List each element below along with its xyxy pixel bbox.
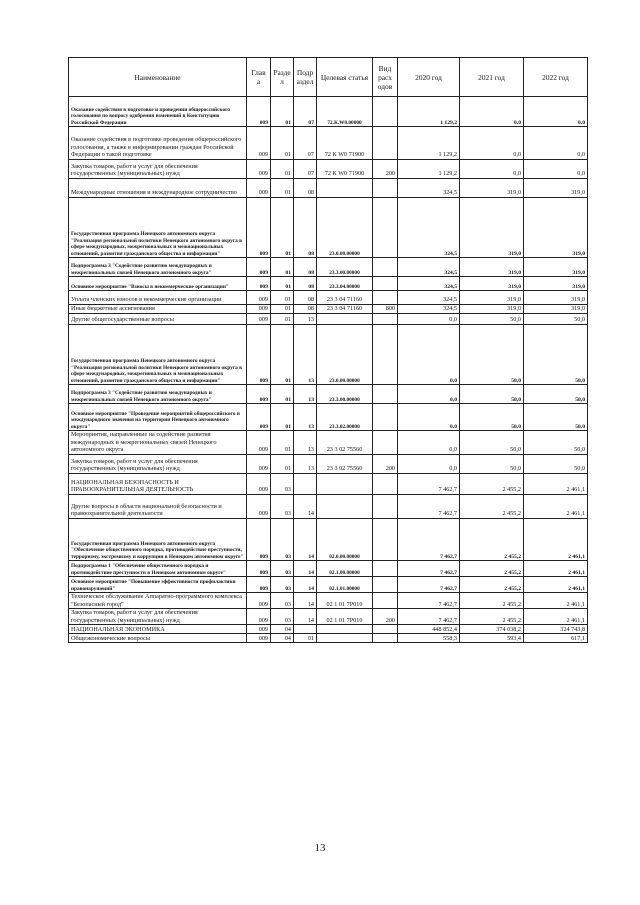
row-target: [317, 625, 373, 634]
row-glava: 009: [247, 431, 271, 455]
row-vid: 200: [373, 160, 398, 179]
row-2022: 2 461,1: [524, 593, 588, 609]
row-podrazdel: 01: [294, 634, 317, 643]
row-podrazdel: 13: [294, 431, 317, 455]
row-name: Общеэкономические вопросы: [69, 634, 247, 643]
row-2021: 374 038,2: [460, 625, 524, 634]
row-vid: [373, 179, 398, 198]
row-2021: 0,0: [460, 97, 524, 127]
row-2022: 50,0: [524, 431, 588, 455]
row-2021: 319,0: [460, 258, 524, 277]
row-target: 23.3.04.00000: [317, 277, 373, 291]
row-podrazdel: 14: [294, 561, 317, 577]
row-vid: [373, 325, 398, 385]
row-name: Закупка товаров, работ и услуг для обеспечения государственных (муниципальных) нужд: [69, 160, 247, 179]
table-row: [69, 495, 588, 519]
header-name: Наименование: [69, 58, 247, 97]
row-2021: 50,0: [460, 455, 524, 474]
row-podrazdel: 08: [294, 258, 317, 277]
row-razdel: 01: [271, 314, 294, 325]
row-glava: 009: [247, 258, 271, 277]
row-vid: 200: [373, 455, 398, 474]
row-2020: 7 462,7: [398, 609, 460, 625]
row-2020: 0,0: [398, 385, 460, 404]
header-2022: 2022 год: [524, 58, 588, 97]
row-target: [317, 314, 373, 325]
row-glava: 009: [247, 455, 271, 474]
row-2022: 50,0: [524, 404, 588, 431]
row-glava: 009: [247, 625, 271, 634]
row-target: 02 1 01 7Р010: [317, 593, 373, 609]
row-razdel: 03: [271, 609, 294, 625]
row-name: Закупка товаров, работ и услуг для обеспечения государственных (муниципальных) нужд: [69, 609, 247, 625]
row-vid: [373, 291, 398, 305]
row-podrazdel: 07: [294, 160, 317, 179]
row-razdel: 01: [271, 127, 294, 160]
header-podrazdel: Подр аздел: [294, 58, 317, 97]
row-vid: [373, 431, 398, 455]
row-podrazdel: 14: [294, 593, 317, 609]
row-2021: 0,0: [460, 160, 524, 179]
row-2022: 319,0: [524, 258, 588, 277]
row-2022: 319,0: [524, 198, 588, 258]
row-2022: 2 461,1: [524, 609, 588, 625]
row-razdel: 03: [271, 577, 294, 593]
row-razdel: 03: [271, 495, 294, 519]
table-row: [69, 609, 588, 625]
table-row: [69, 455, 588, 474]
page-number: 13: [314, 842, 326, 854]
row-vid: [373, 634, 398, 643]
row-podrazdel: 08: [294, 179, 317, 198]
row-glava: 009: [247, 577, 271, 593]
table-row: [69, 625, 588, 634]
row-name: Подпрограмма 3 "Содействие развитию международных и межрегиональных связей Ненецкого автономного округа": [69, 258, 247, 277]
row-razdel: 01: [271, 291, 294, 305]
row-vid: [373, 385, 398, 404]
row-2022: 617,1: [524, 634, 588, 643]
row-glava: 009: [247, 325, 271, 385]
table-row: [69, 258, 588, 277]
row-razdel: 01: [271, 97, 294, 127]
table-row: [69, 179, 588, 198]
row-2020: 324,5: [398, 198, 460, 258]
row-vid: 800: [373, 305, 398, 314]
row-2020: 324,5: [398, 258, 460, 277]
header-target: Целевая статья: [317, 58, 373, 97]
row-razdel: 01: [271, 455, 294, 474]
row-2022: 50,0: [524, 385, 588, 404]
row-vid: [373, 198, 398, 258]
row-target: 23.3.00.00000: [317, 258, 373, 277]
table-row: [69, 314, 588, 325]
row-podrazdel: [294, 474, 317, 495]
row-2022: 2 461,1: [524, 561, 588, 577]
table-row: [69, 561, 588, 577]
row-glava: 009: [247, 160, 271, 179]
row-target: 23 3 04 71160: [317, 305, 373, 314]
row-name: Государственная программа Ненецкого автономного округа "Реализация региональной политики Ненецкого автономного округа в сфере международных, межрегиональных и межнациональных отношений, развития гражданского общества и информации": [69, 325, 247, 385]
row-target: [317, 179, 373, 198]
row-razdel: 01: [271, 325, 294, 385]
row-glava: 009: [247, 277, 271, 291]
row-target: 23 3 04 71160: [317, 291, 373, 305]
row-2020: 7 462,7: [398, 593, 460, 609]
row-2020: 0,0: [398, 455, 460, 474]
row-name: Подпрограмма 3 "Содействие развитию международных и межрегиональных связей Ненецкого автономного округа": [69, 385, 247, 404]
row-podrazdel: 14: [294, 519, 317, 561]
row-2022: 319,0: [524, 291, 588, 305]
row-target: 23 3 02 75560: [317, 431, 373, 455]
row-vid: [373, 277, 398, 291]
row-target: [317, 634, 373, 643]
row-2020: 324,5: [398, 179, 460, 198]
row-glava: 009: [247, 634, 271, 643]
row-vid: [373, 404, 398, 431]
row-2022: 2 461,1: [524, 577, 588, 593]
row-2021: 50,0: [460, 314, 524, 325]
table-row: [69, 127, 588, 160]
row-vid: [373, 561, 398, 577]
row-2022: 2 461,1: [524, 474, 588, 495]
row-2022: 50,0: [524, 314, 588, 325]
row-name: Международные отношения и международное сотрудничество: [69, 179, 247, 198]
row-2021: 2 455,2: [460, 609, 524, 625]
row-2020: 1 129,2: [398, 127, 460, 160]
row-podrazdel: 14: [294, 609, 317, 625]
row-2021: 2 455,2: [460, 593, 524, 609]
row-vid: [373, 474, 398, 495]
row-glava: 009: [247, 495, 271, 519]
row-vid: [373, 258, 398, 277]
row-2022: 324 743,8: [524, 625, 588, 634]
row-2021: 2 455,2: [460, 561, 524, 577]
row-vid: [373, 625, 398, 634]
row-2021: 50,0: [460, 325, 524, 385]
row-2020: 7 462,7: [398, 519, 460, 561]
row-2020: 7 462,7: [398, 577, 460, 593]
header-2021: 2021 год: [460, 58, 524, 97]
budget-table: [68, 57, 588, 643]
row-target: 02 1 01 7Р010: [317, 609, 373, 625]
row-2021: 50,0: [460, 385, 524, 404]
row-2021: 593,4: [460, 634, 524, 643]
table-row: [69, 404, 588, 431]
row-target: 23.3.02.00000: [317, 404, 373, 431]
row-vid: [373, 519, 398, 561]
row-target: 72.К.W0.00000: [317, 97, 373, 127]
row-glava: 009: [247, 127, 271, 160]
row-glava: 009: [247, 198, 271, 258]
row-name: Техническое обслуживание Аппаратно-программного комплекса "Безопасный город": [69, 593, 247, 609]
row-podrazdel: 14: [294, 577, 317, 593]
row-2021: 319,0: [460, 305, 524, 314]
row-2021: 50,0: [460, 431, 524, 455]
row-razdel: 01: [271, 305, 294, 314]
table-row: [69, 474, 588, 495]
row-name: Оказание содействия в подготовке проведения общероссийского голосования, а также в информировании граждан Российской Федерации о такой подготовке: [69, 127, 247, 160]
row-2021: 0,0: [460, 127, 524, 160]
row-podrazdel: 08: [294, 291, 317, 305]
row-glava: 009: [247, 593, 271, 609]
row-target: 02.0.00.00000: [317, 519, 373, 561]
row-target: 23.0.00.00000: [317, 325, 373, 385]
row-vid: [373, 593, 398, 609]
row-podrazdel: 07: [294, 127, 317, 160]
table-row: [69, 305, 588, 314]
row-2020: 324,5: [398, 277, 460, 291]
table-row: [69, 277, 588, 291]
row-name: Государственная программа Ненецкого автономного округа "Реализация региональной политики Ненецкого автономного округа в сфере международных, межрегиональных и межнациональных отношений, развития гражданского общества и информации": [69, 198, 247, 258]
row-vid: [373, 495, 398, 519]
row-glava: 009: [247, 474, 271, 495]
table-row: [69, 385, 588, 404]
header-glava: Глав а: [247, 58, 271, 97]
row-glava: 009: [247, 609, 271, 625]
row-2020: 7 462,7: [398, 474, 460, 495]
row-2021: 2 455,2: [460, 495, 524, 519]
row-name: Государственная программа Ненецкого автономного округа "Обеспечение общественного порядка, противодействие преступности, терроризму, экстремизму и коррупции в Ненецком автономном округе": [69, 519, 247, 561]
row-target: [317, 474, 373, 495]
row-2020: 324,5: [398, 305, 460, 314]
row-vid: 200: [373, 609, 398, 625]
row-2022: 2 461,1: [524, 495, 588, 519]
table-row: [69, 325, 588, 385]
row-vid: [373, 314, 398, 325]
row-podrazdel: 08: [294, 277, 317, 291]
row-2020: 558,3: [398, 634, 460, 643]
row-glava: 009: [247, 305, 271, 314]
row-name: Оказание содействия в подготовке и проведении общероссийского голосования по вопросу одобрения изменений в Конституцию Российской Федерации: [69, 97, 247, 127]
row-podrazdel: 07: [294, 97, 317, 127]
row-glava: 009: [247, 291, 271, 305]
row-razdel: 03: [271, 593, 294, 609]
row-podrazdel: 14: [294, 495, 317, 519]
row-target: 02.1.00.00000: [317, 561, 373, 577]
row-2022: 319,0: [524, 179, 588, 198]
row-vid: [373, 577, 398, 593]
row-target: 23.3.00.00000: [317, 385, 373, 404]
row-podrazdel: 13: [294, 314, 317, 325]
table-row: [69, 431, 588, 455]
row-2021: 319,0: [460, 198, 524, 258]
table-row: [69, 160, 588, 179]
row-name: Другие вопросы в области национальной безопасности и правоохранительной деятельности: [69, 495, 247, 519]
row-podrazdel: 08: [294, 305, 317, 314]
row-glava: 009: [247, 519, 271, 561]
header-razdel: Разде л: [271, 58, 294, 97]
table-row: [69, 198, 588, 258]
row-razdel: 01: [271, 385, 294, 404]
row-name: Основное мероприятие "Проведение мероприятий общероссийского и международного значения на территории Ненецкого автономного округа": [69, 404, 247, 431]
row-glava: 009: [247, 97, 271, 127]
row-2022: 2 461,1: [524, 519, 588, 561]
row-2022: 0,0: [524, 97, 588, 127]
table-row: [69, 577, 588, 593]
row-name: НАЦИОНАЛЬНАЯ БЕЗОПАСНОСТЬ И ПРАВООХРАНИТЕЛЬНАЯ ДЕЯТЕЛЬНОСТЬ: [69, 474, 247, 495]
row-podrazdel: [294, 625, 317, 634]
row-razdel: 01: [271, 160, 294, 179]
row-name: НАЦИОНАЛЬНАЯ ЭКОНОМИКА: [69, 625, 247, 634]
row-podrazdel: 08: [294, 198, 317, 258]
row-target: 23 3 02 75560: [317, 455, 373, 474]
row-name: Основное мероприятие "Взносы в некоммерческие организации": [69, 277, 247, 291]
row-vid: [373, 127, 398, 160]
row-vid: [373, 97, 398, 127]
row-2020: 1 129,2: [398, 160, 460, 179]
row-2022: 319,0: [524, 277, 588, 291]
row-podrazdel: 13: [294, 325, 317, 385]
row-razdel: 01: [271, 277, 294, 291]
row-2022: 50,0: [524, 325, 588, 385]
row-target: 02.1.01.00000: [317, 577, 373, 593]
row-2021: 50,0: [460, 404, 524, 431]
table-row: [69, 519, 588, 561]
row-glava: 009: [247, 314, 271, 325]
row-target: 23.0.00.00000: [317, 198, 373, 258]
row-glava: 009: [247, 385, 271, 404]
row-name: Закупка товаров, работ и услуг для обеспечения государственных (муниципальных) нужд: [69, 455, 247, 474]
row-2020: 0,0: [398, 325, 460, 385]
row-2020: 0,0: [398, 404, 460, 431]
row-glava: 009: [247, 561, 271, 577]
row-2020: 324,5: [398, 291, 460, 305]
row-glava: 009: [247, 404, 271, 431]
row-razdel: 03: [271, 519, 294, 561]
row-razdel: 03: [271, 561, 294, 577]
row-2021: 319,0: [460, 291, 524, 305]
row-target: [317, 495, 373, 519]
row-2021: 2 455,2: [460, 474, 524, 495]
row-razdel: 04: [271, 625, 294, 634]
table-row: [69, 97, 588, 127]
row-name: Иные бюджетные ассигнования: [69, 305, 247, 314]
row-2020: 7 462,7: [398, 561, 460, 577]
header-vid: Вид расх одов: [373, 58, 398, 97]
row-2022: 0,0: [524, 127, 588, 160]
table-header-row: [69, 58, 588, 97]
row-podrazdel: 13: [294, 385, 317, 404]
row-2020: 0,0: [398, 431, 460, 455]
row-name: Уплата членских взносов в некоммерческие организации: [69, 291, 247, 305]
row-razdel: 01: [271, 258, 294, 277]
row-2021: 2 455,2: [460, 577, 524, 593]
row-2020: 7 462,7: [398, 495, 460, 519]
row-target: 72 К W0 71900: [317, 127, 373, 160]
row-2020: 0,0: [398, 314, 460, 325]
row-target: 72 К W0 71900: [317, 160, 373, 179]
row-razdel: 01: [271, 198, 294, 258]
row-razdel: 03: [271, 474, 294, 495]
row-2020: 448 852,4: [398, 625, 460, 634]
row-2022: 319,0: [524, 305, 588, 314]
table-row: [69, 634, 588, 643]
row-2020: 1 129,2: [398, 97, 460, 127]
row-2021: 319,0: [460, 277, 524, 291]
row-podrazdel: 13: [294, 404, 317, 431]
header-2020: 2020 год: [398, 58, 460, 97]
row-name: Подпрограмма 1 "Обеспечение общественного порядка и противодействие преступности в Ненецком автономном округе": [69, 561, 247, 577]
table-row: [69, 291, 588, 305]
row-name: Основное мероприятие "Повышение эффективности профилактики правонарушений": [69, 577, 247, 593]
row-2021: 2 455,2: [460, 519, 524, 561]
row-razdel: 04: [271, 634, 294, 643]
row-razdel: 01: [271, 431, 294, 455]
row-2021: 319,0: [460, 179, 524, 198]
table-row: [69, 593, 588, 609]
row-glava: 009: [247, 179, 271, 198]
row-2022: 0,0: [524, 160, 588, 179]
row-razdel: 01: [271, 179, 294, 198]
row-2022: 50,0: [524, 455, 588, 474]
row-razdel: 01: [271, 404, 294, 431]
row-name: Другие общегосударственные вопросы: [69, 314, 247, 325]
row-podrazdel: 13: [294, 455, 317, 474]
row-name: Мероприятия, направленные на содействие развития международных и межрегиональных связей Ненецкого автономного округа: [69, 431, 247, 455]
